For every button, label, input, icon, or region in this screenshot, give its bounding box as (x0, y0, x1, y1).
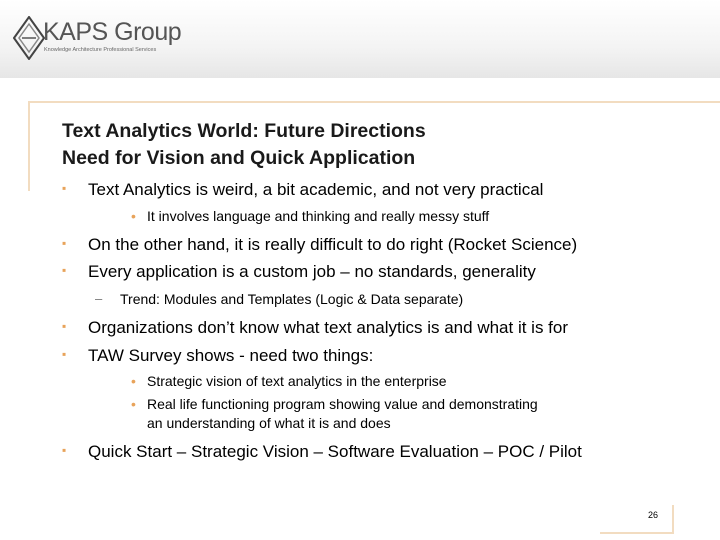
page-number: 26 (648, 510, 659, 520)
square-bullet-icon: ▪ (62, 347, 67, 361)
square-bullet-icon: ▪ (62, 443, 67, 457)
frame-top-line (28, 101, 720, 103)
frame-left-line (28, 101, 30, 191)
square-bullet-icon: ▪ (62, 181, 67, 195)
title-line-2: Need for Vision and Quick Application (62, 147, 416, 169)
square-bullet-icon: ▪ (62, 263, 67, 277)
page-number-frame (600, 505, 674, 534)
diamond-logo-icon (13, 16, 45, 60)
logo-name: KAPS Group (43, 18, 182, 46)
square-bullet-icon: ▪ (62, 319, 67, 333)
dot-bullet-icon: • (131, 373, 136, 389)
dot-bullet-icon: • (131, 208, 136, 224)
dash-bullet-icon: – (95, 291, 103, 306)
slide-title (62, 118, 426, 172)
dot-bullet-icon: • (131, 396, 136, 412)
square-bullet-icon: ▪ (62, 236, 67, 250)
title-line-1: Text Analytics World: Future Directions (62, 120, 426, 142)
logo-tagline: Knowledge Architecture Professional Services (44, 47, 157, 53)
